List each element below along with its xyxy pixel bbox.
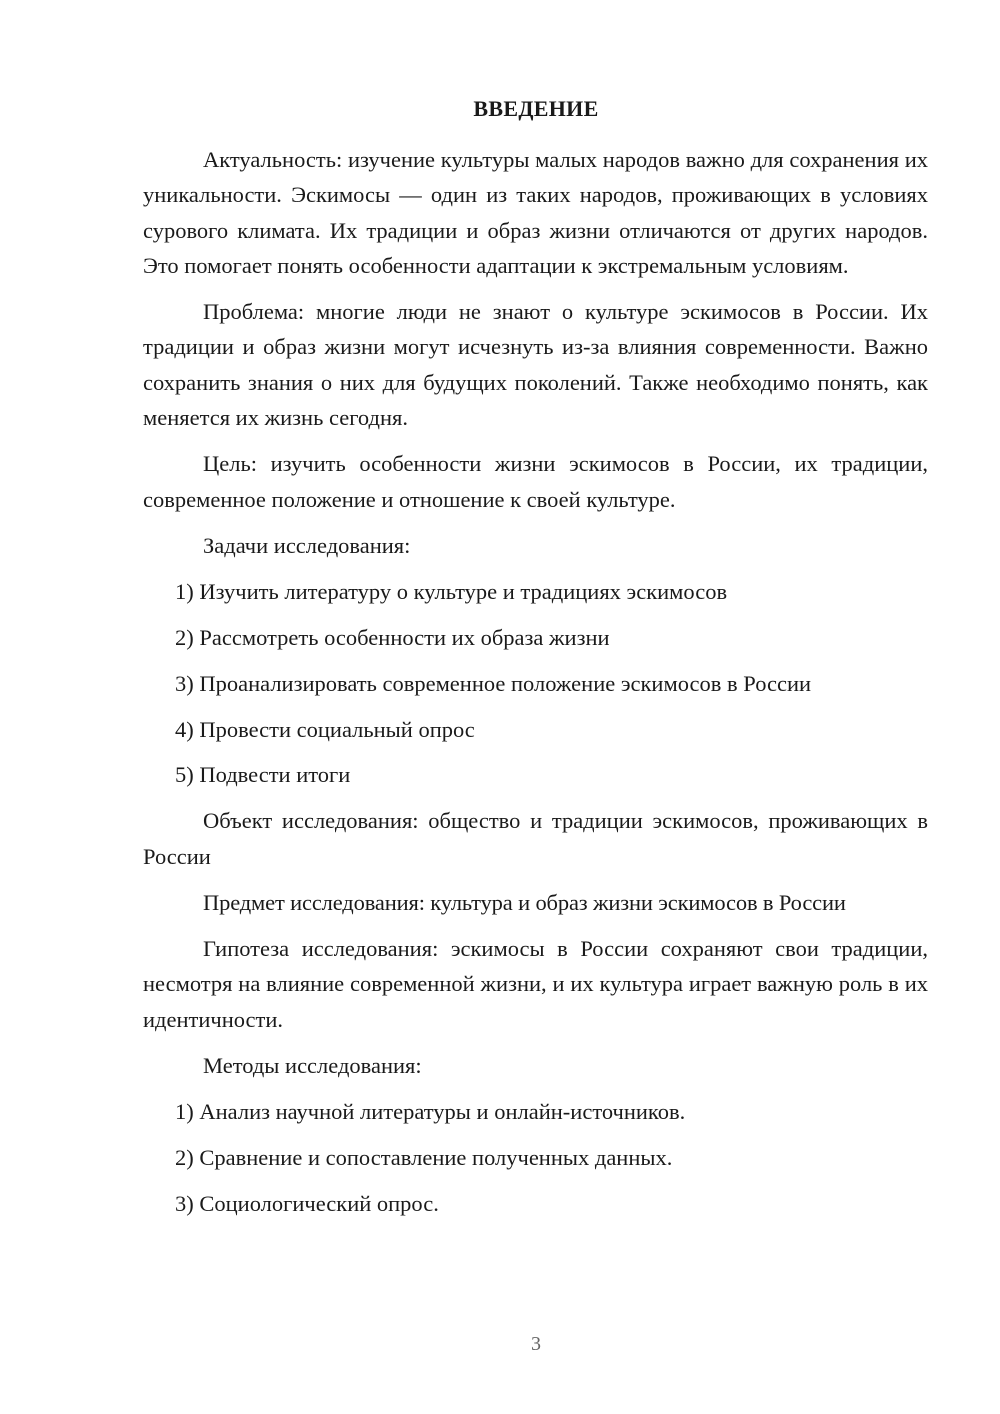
methods-list bbox=[143, 1094, 928, 1221]
hypothesis-paragraph: Гипотеза исследования: эскимосы в России сохраняют свои традиции, несмотря на влияние современной жизни, и их культура играет важную роль в их идентичности. bbox=[143, 936, 928, 1032]
relevance-paragraph: Актуальность: изучение культуры малых народов важно для сохранения их уникальности. Эскимосы — один из таких народов, проживающих в условиях сурового климата. Их традиции и образ жизни отличаются от других народов. Это помогает понять особенности адаптации к экстремальным условиям. bbox=[143, 147, 928, 278]
methods-heading: Методы исследования: bbox=[203, 1053, 422, 1079]
tasks-heading: Задачи исследования: bbox=[203, 532, 411, 558]
list-item: 5) Подвести итоги bbox=[175, 762, 351, 788]
subject-paragraph: Предмет исследования: культура и образ жизни эскимосов в России bbox=[203, 889, 846, 915]
document-body bbox=[143, 142, 928, 1232]
page-number: 3 bbox=[531, 1333, 541, 1355]
tasks-list bbox=[143, 574, 928, 792]
list-item: 4) Провести социальный опрос bbox=[175, 716, 475, 742]
object-paragraph: Объект исследования: общество и традиции эскимосов, проживающих в России bbox=[143, 808, 928, 869]
list-item: 1) Анализ научной литературы и онлайн-источников. bbox=[175, 1099, 686, 1125]
page-title: ВВЕДЕНИЕ bbox=[473, 96, 599, 121]
list-item: 3) Социологический опрос. bbox=[175, 1190, 439, 1216]
goal-paragraph: Цель: изучить особенности жизни эскимосов в России, их традиции, современное положение и отношение к своей культуре. bbox=[143, 451, 928, 512]
list-item: 2) Рассмотреть особенности их образа жизни bbox=[175, 625, 610, 651]
problem-paragraph: Проблема: многие люди не знают о культуре эскимосов в России. Их традиции и образ жизни могут исчезнуть из-за влияния современности. Важно сохранить знания о них для будущих поколений. Также необходимо понять, как меняется их жизнь сегодня. bbox=[143, 299, 928, 431]
list-item: 1) Изучить литературу о культуре и традициях эскимосов bbox=[175, 579, 728, 605]
list-item: 3) Проанализировать современное положение эскимосов в России bbox=[175, 670, 812, 696]
list-item: 2) Сравнение и сопоставление полученных данных. bbox=[175, 1145, 673, 1171]
